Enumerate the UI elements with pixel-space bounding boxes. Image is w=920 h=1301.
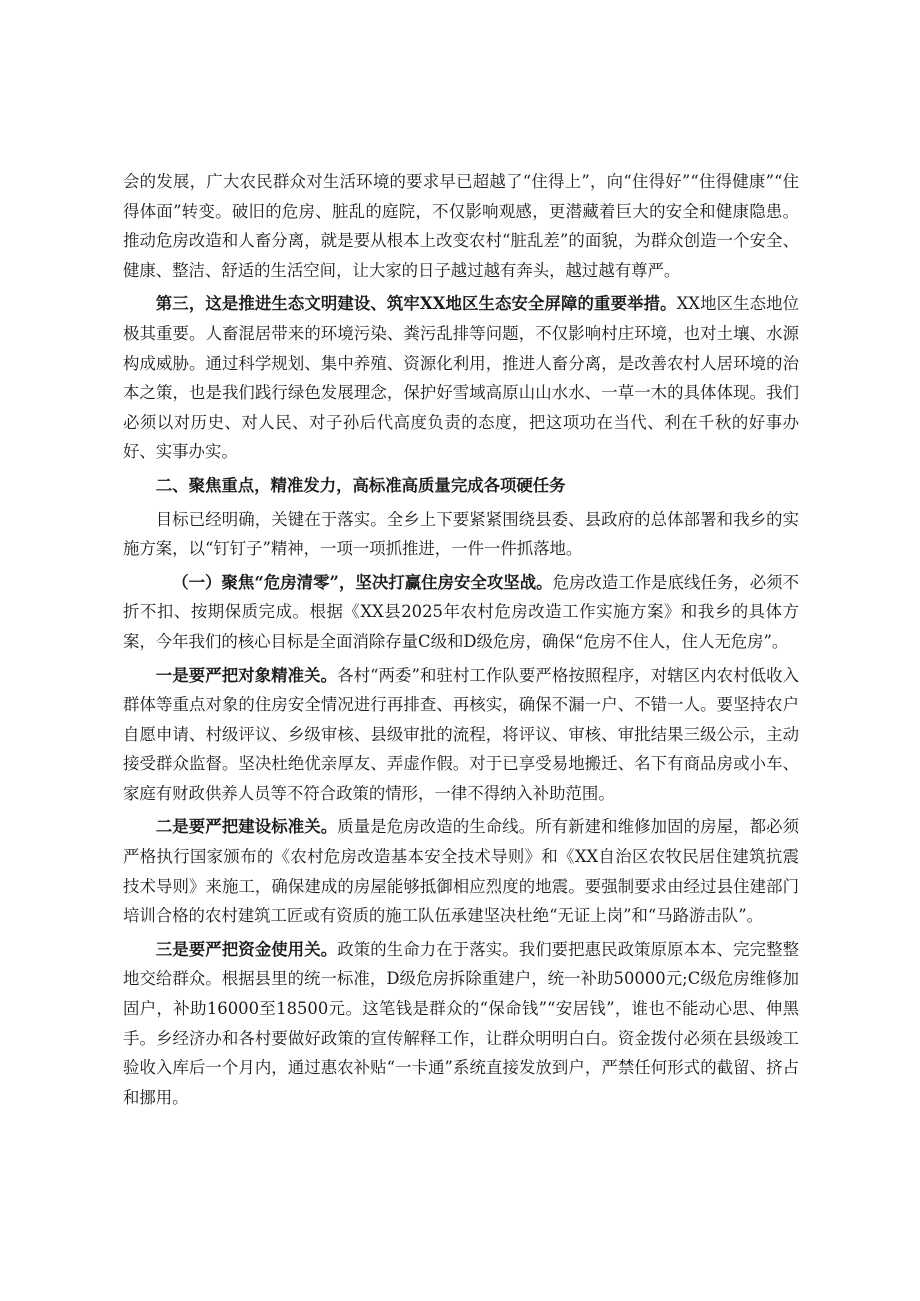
paragraph-2-lead: 第三，这是推进生态文明建设、筑牢XX地区生态安全屏障的重要举措。	[155, 294, 677, 314]
paragraph-2-text: XX地区生态地位极其重要。人畜混居带来的环境污染、粪污乱排等问题，不仅影响村庄环境，也对土壤、水源构成威胁。通过科学规划、集中养殖、资源化利用，推进人畜分离，是改善农村人居环境的治本之策，也是我们践行绿色发展理念，保护好雪域高原山山水水、一草一木的具体体现。我们必须以对历史、对人民、对子孙后代高度负责的态度，把这项功在当代、利在千秋的好事办好、实事办实。	[123, 294, 799, 462]
point-2-lead: 二是要严把建设标准关。	[155, 817, 338, 837]
paragraph-1-text: 会的发展，广大农民群众对生活环境的要求早已超越了“住得上”，向“住得好”“住得健康”“住得体面”转变。破旧的危房、脏乱的庭院，不仅影响观感，更潜藏着巨大的安全和健康隐患。推动危房改造和人畜分离，就是要从根本上改变农村“脏乱差”的面貌，为群众创造一个安全、健康、整洁、舒适的生活空间，让大家的日子越过越有奔头，越过越有尊严。	[123, 172, 799, 280]
paragraph-1	[123, 167, 799, 285]
point-3	[123, 935, 799, 1113]
subsection-1	[123, 568, 799, 657]
section-heading-2-text: 二、聚焦重点，精准发力，高标准高质量完成各项硬任务	[155, 475, 566, 495]
subsection-1-text: 危房改造工作是底线任务，必须不折不扣、按期保质完成。根据《XX县2025年农村危房改造工作实施方案》和我乡的具体方案，今年我们的核心目标是全面消除存量C级和D级危房，确保“危房不住人，住人无危房”。	[123, 572, 800, 651]
section-heading-2	[123, 471, 799, 501]
paragraph-4-text: 目标已经明确，关键在于落实。全乡上下要紧紧围绕县委、县政府的总体部署和我乡的实施方案，以“钉钉子”精神，一项一项抓推进，一件一件抓落地。	[123, 509, 799, 559]
paragraph-2	[123, 289, 799, 467]
paragraph-4	[123, 505, 799, 564]
point-1-lead: 一是要严把对象精准关。	[155, 665, 338, 685]
point-1	[123, 661, 799, 809]
point-1-text: 各村“两委”和驻村工作队要严格按照程序，对辖区内农村低收入群体等重点对象的住房安全情况进行再排查、再核实，确保不漏一户、不错一人。要坚持农户自愿申请、村级评议、乡级审核、县级审批的流程，将评议、审核、审批结果三级公示，主动接受群众监督。坚决杜绝优亲厚友、弄虚作假。对于已享受易地搬迁、名下有商品房或小车、家庭有财政供养人员等不符合政策的情形，一律不得纳入补助范围。	[123, 665, 799, 803]
point-2-text: 质量是危房改造的生命线。所有新建和维修加固的房屋，都必须严格执行国家颁布的《农村危房改造基本安全技术导则》和《XX自治区农牧民居住建筑抗震技术导则》来施工，确保建成的房屋能够抵御相应烈度的地震。要强制要求由经过县住建部门培训合格的农村建筑工匠或有资质的施工队伍承建坚决杜绝“无证上岗”和“马路游击队”。	[123, 817, 800, 926]
point-3-text: 政策的生命力在于落实。我们要把惠民政策原原本本、完完整整地交给群众。根据县里的统一标准，D级危房拆除重建户，统一补助50000元;C级危房维修加固户，补助16000至18500元。这笔钱是群众的“保命钱”“安居钱”，谁也不能动心思、伸黑手。乡经济办和各村要做好政策的宣传解释工作，让群众明明白白。资金拨付必须在县级竣工验收入库后一个月内，通过惠农补贴“一卡通”系统直接发放到户，严禁任何形式的截留、挤占和挪用。	[123, 939, 800, 1107]
subsection-1-lead: （一）聚焦“危房清零”，坚决打赢住房安全攻坚战。	[172, 572, 553, 592]
point-2	[123, 812, 799, 930]
document-body	[123, 167, 799, 1116]
point-3-lead: 三是要严把资金使用关。	[155, 939, 338, 959]
